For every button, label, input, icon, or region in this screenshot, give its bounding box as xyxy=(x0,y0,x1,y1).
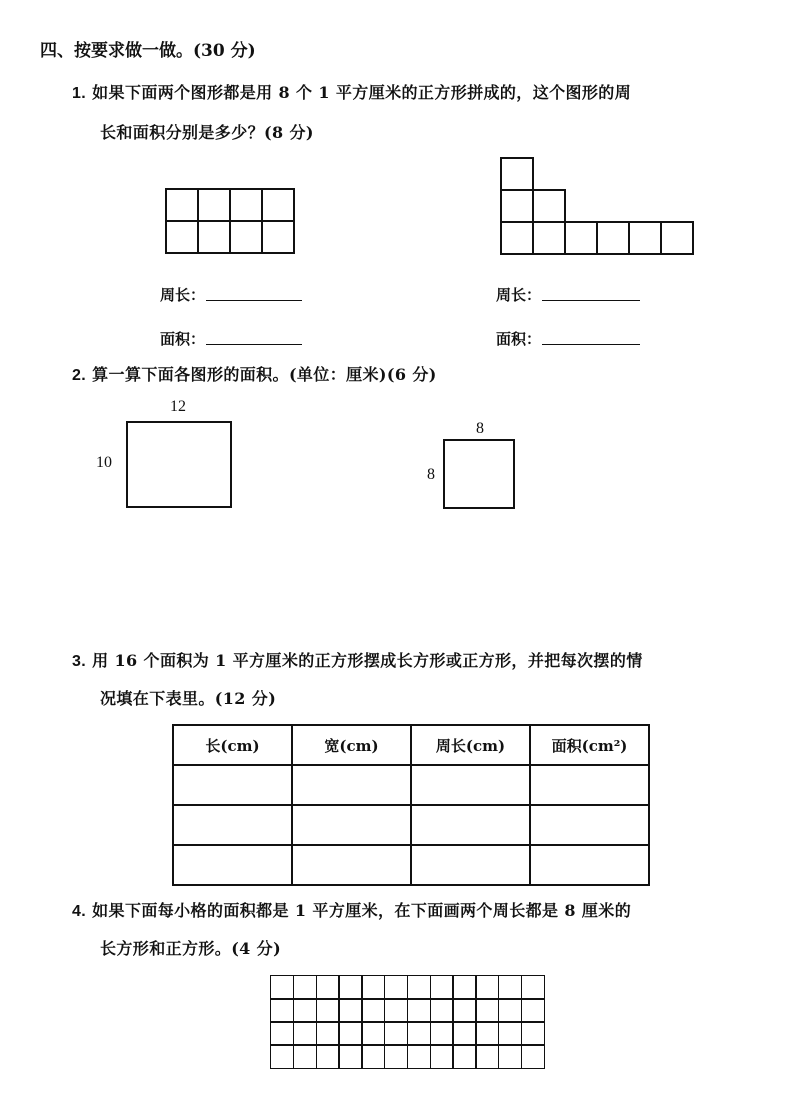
table-cell[interactable] xyxy=(173,765,292,805)
q3-line1 xyxy=(72,648,643,671)
grid-square[interactable] xyxy=(521,1044,545,1069)
grid-square[interactable] xyxy=(521,1021,545,1046)
grid-square[interactable] xyxy=(521,998,545,1023)
grid-square[interactable] xyxy=(293,1044,317,1069)
grid-square[interactable] xyxy=(475,1021,499,1046)
table-cell[interactable] xyxy=(292,805,411,845)
grid-square[interactable] xyxy=(338,998,362,1023)
grid-square[interactable] xyxy=(384,1021,408,1046)
table-header-row xyxy=(173,725,649,765)
q1-line1 xyxy=(72,80,631,103)
q3-number: 3. xyxy=(72,653,87,670)
grid-square[interactable] xyxy=(384,998,408,1023)
q4-drawing-grid[interactable] xyxy=(270,975,544,1067)
grid-square[interactable] xyxy=(407,1021,431,1046)
q3-table xyxy=(172,724,650,886)
q1-fig-b-perimeter-blank[interactable] xyxy=(542,300,640,301)
unit-square xyxy=(229,220,263,254)
grid-square[interactable] xyxy=(361,1044,385,1069)
table-cell[interactable] xyxy=(530,805,649,845)
col-header-length: 长(cm) xyxy=(173,725,292,765)
table-row xyxy=(173,845,649,885)
unit-square xyxy=(261,188,295,222)
q1-fig-b-area-label: 面积： xyxy=(496,330,542,348)
grid-square[interactable] xyxy=(475,1044,499,1069)
q2-square xyxy=(443,439,515,509)
grid-square[interactable] xyxy=(316,998,340,1023)
table-row xyxy=(173,805,649,845)
q2-number: 2. xyxy=(72,367,87,384)
grid-square[interactable] xyxy=(498,998,522,1023)
q1-fig-a-area-blank[interactable] xyxy=(206,344,302,345)
grid-square[interactable] xyxy=(338,1021,362,1046)
unit-square xyxy=(197,220,231,254)
section-title: 四、按要求做一做。(30 分) xyxy=(40,41,256,61)
grid-square[interactable] xyxy=(270,975,294,1000)
table-cell[interactable] xyxy=(292,845,411,885)
col-header-width: 宽(cm) xyxy=(292,725,411,765)
grid-square[interactable] xyxy=(452,975,476,1000)
unit-square xyxy=(500,221,534,255)
grid-square[interactable] xyxy=(384,975,408,1000)
grid-square[interactable] xyxy=(521,975,545,1000)
grid-square[interactable] xyxy=(270,998,294,1023)
grid-square[interactable] xyxy=(361,1021,385,1046)
grid-square[interactable] xyxy=(361,975,385,1000)
unit-square xyxy=(500,189,534,223)
grid-square[interactable] xyxy=(338,1044,362,1069)
grid-square[interactable] xyxy=(452,1044,476,1069)
q1-fig-b-perimeter-label: 周长： xyxy=(496,286,542,304)
grid-square[interactable] xyxy=(338,975,362,1000)
q2-text: 算一算下面各图形的面积。(单位：厘米)(6 分) xyxy=(92,365,437,384)
grid-square[interactable] xyxy=(384,1044,408,1069)
grid-square[interactable] xyxy=(430,998,454,1023)
q1-number: 1. xyxy=(72,85,87,102)
table-cell[interactable] xyxy=(530,845,649,885)
grid-square[interactable] xyxy=(270,1021,294,1046)
q1-text-line1: 如果下面两个图形都是用 8 个 1 平方厘米的正方形拼成的，这个图形的周 xyxy=(92,83,632,102)
q2-square-width-label: 8 xyxy=(476,420,484,437)
unit-square xyxy=(532,189,566,223)
table-cell[interactable] xyxy=(411,765,530,805)
unit-square xyxy=(532,221,566,255)
q1-text-line2: 长和面积分别是多少？(8 分) xyxy=(100,123,314,142)
table-cell[interactable] xyxy=(173,845,292,885)
unit-square xyxy=(628,221,662,255)
col-header-perimeter: 周长(cm) xyxy=(411,725,530,765)
grid-square[interactable] xyxy=(407,998,431,1023)
q4-number: 4. xyxy=(72,903,87,920)
q1-fig-a-perimeter-label: 周长： xyxy=(160,286,206,304)
grid-square[interactable] xyxy=(316,1021,340,1046)
q2-rect-width-label: 12 xyxy=(170,398,186,415)
q1-fig-a-perimeter-blank[interactable] xyxy=(206,300,302,301)
table-row xyxy=(173,765,649,805)
grid-square[interactable] xyxy=(498,1044,522,1069)
table-cell[interactable] xyxy=(411,845,530,885)
grid-square[interactable] xyxy=(407,1044,431,1069)
table-cell[interactable] xyxy=(530,765,649,805)
q2-square-height-label: 8 xyxy=(427,466,435,483)
col-header-area: 面积(cm²) xyxy=(530,725,649,765)
q2-rect-height-label: 10 xyxy=(96,454,112,471)
grid-square[interactable] xyxy=(498,975,522,1000)
unit-square xyxy=(500,157,534,191)
grid-square[interactable] xyxy=(475,975,499,1000)
grid-square[interactable] xyxy=(452,1021,476,1046)
grid-square[interactable] xyxy=(316,1044,340,1069)
grid-square[interactable] xyxy=(293,1021,317,1046)
unit-square xyxy=(564,221,598,255)
grid-square[interactable] xyxy=(430,975,454,1000)
q1-fig-a-area-label: 面积： xyxy=(160,330,206,348)
grid-square[interactable] xyxy=(316,975,340,1000)
q4-text-line2: 长方形和正方形。(4 分) xyxy=(100,939,282,958)
grid-square[interactable] xyxy=(270,1044,294,1069)
q2-rectangle xyxy=(126,421,232,508)
table-cell[interactable] xyxy=(411,805,530,845)
unit-square xyxy=(596,221,630,255)
unit-square xyxy=(197,188,231,222)
unit-square xyxy=(229,188,263,222)
grid-square[interactable] xyxy=(361,998,385,1023)
unit-square xyxy=(660,221,694,255)
grid-square[interactable] xyxy=(475,998,499,1023)
grid-square[interactable] xyxy=(407,975,431,1000)
grid-square[interactable] xyxy=(498,1021,522,1046)
unit-square xyxy=(165,188,199,222)
q2-line xyxy=(72,362,437,385)
table-cell[interactable] xyxy=(292,765,411,805)
q4-line1 xyxy=(72,898,631,921)
grid-square[interactable] xyxy=(430,1044,454,1069)
grid-square[interactable] xyxy=(293,998,317,1023)
grid-square[interactable] xyxy=(452,998,476,1023)
q4-text-line1: 如果下面每小格的面积都是 1 平方厘米，在下面画两个周长都是 8 厘米的 xyxy=(92,901,632,920)
q3-text-line1: 用 16 个面积为 1 平方厘米的正方形摆成长方形或正方形，并把每次摆的情 xyxy=(92,651,643,670)
unit-square xyxy=(261,220,295,254)
grid-square[interactable] xyxy=(430,1021,454,1046)
table-cell[interactable] xyxy=(173,805,292,845)
q1-fig-b-area-blank[interactable] xyxy=(542,344,640,345)
q3-text-line2: 况填在下表里。(12 分) xyxy=(100,689,277,708)
grid-square[interactable] xyxy=(293,975,317,1000)
unit-square xyxy=(165,220,199,254)
